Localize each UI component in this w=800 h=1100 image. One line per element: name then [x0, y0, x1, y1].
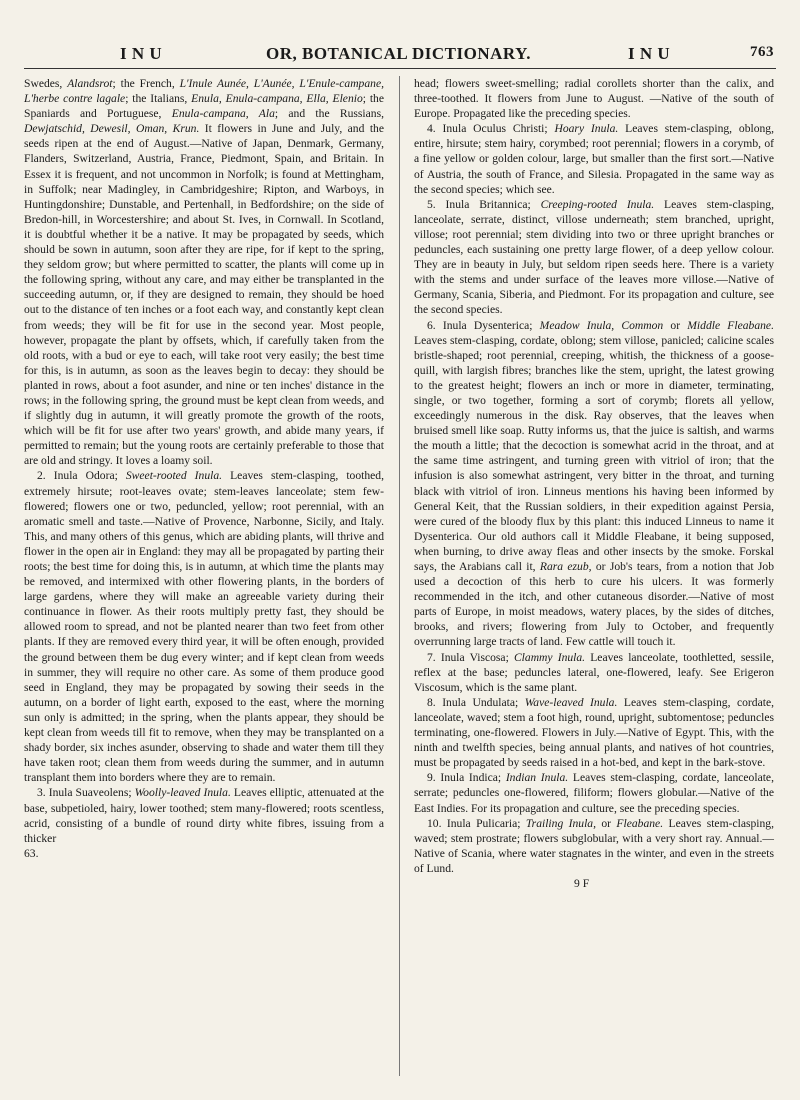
header-title: OR, BOTANICAL DICTIONARY.	[266, 44, 532, 63]
entry-inula-suaveolens: 3. Inula Suaveolens; Woolly-leaved Inula. Leaves elliptic, attenuated at the base, subpetioled, hairy, lower toothed; stem many-flowered; roots scentless, acrid, consisting of a bundle of round dirty white fibres, issuing from a thicker	[24, 786, 384, 845]
entry-inula-viscosa: 7. Inula Viscosa; Clammy Inula. Leaves lanceolate, toothletted, sessile, reflex at the base; peduncles lateral, one-flowered, leafy. See Erigeron Viscosum, which is the same plant.	[414, 650, 774, 694]
entry-inula-undulata: 8. Inula Undulata; Wave-leaved Inula. Leaves stem-clasping, cordate, lanceolate, waved; stem a foot high, round, upright, subtomentose; peduncles terminating, one-flowered. Flowers in July.—Native of Egypt. This, with the ninth and twelfth species, being annual plants, and natives of hot countries, must be propagated by seeds raised in a hot-bed, and kept in the bark-stove.	[414, 695, 774, 770]
header-rule	[24, 68, 776, 69]
signature-mark-right: 9 F	[574, 876, 590, 890]
header-left: I N U	[120, 44, 163, 63]
entry-continuation: Swedes, Alandsrot; the French, L'Inule Aunée, L'Aunée, L'Enule-campane, L'herbe contre lagale; the Italians, Enula, Enula-campana, Ella, Elenio; the Spaniards and Portuguese, Enula-campana, Ala; and the Russians, Dewjatschid, Dewesil, Oman, Krun. It flowers in June and July, and the seeds ripen at the end of August.—Native of Japan, Denmark, Germany, Flanders, Switzerland, Austria, France, Piedmont, Spain, and Britain. In Essex it is frequent, and not uncommon in Norfolk; is found at Mettingham, in Suffolk; near Madingley, in Cambridgeshire; Ripton, and Warboys, in Huntingdonshire; Dunstable, and Pertenhall, in Bedfordshire; on the side of Bredon-hill, in Worcestershire; and about St. Ives, in Cornwall. In Scotland, it is doubtful whether it be a native. It may be propagated by seeds, which should be sown in autumn, soon after they are ripe, for if kept to the spring, they seldom grow; but where permitted to scatter, the plants will come up in the following spring, without any care, and may either be transplanted in the succeeding autumn, or, if they are designed to remain, they should be hoed out to the distance of ten inches or a foot each way, and constantly kept clean from weeds; they will be fit for use in the second year. Most people, however, propagate the plant by offsets, which, if carefully taken from the old roots, with a bud or eye to each, will take root very easily; the best time for this, is in autumn, as soon as the leaves begin to decay: they should be planted in rows, about a foot asunder, and nine or ten inches' distance in the rows; in the following spring, the ground must be kept clean from weeds, and if slightly dug in autumn, it will greatly promote the growth of the roots, which will be fit for use after two years' growth, and abide many years, if permitted to remain; but the young roots are certainly preferable to those that are old and stringy. It loves a loamy soil.	[24, 77, 385, 468]
entry-inula-odora: 2. Inula Odora; Sweet-rooted Inula. Leaves stem-clasping, toothed, extremely hirsute; root-leaves ovate; stem-leaves lanceolate; stem few-flowered; flowers one or two, peduncled, yellow; root perennial, with an aromatic smell and taste.—Native of Provence, Narbonne, Sicily, and Italy. This, and many others of this genus, which are abiding plants, will thrive and flower in the open air in England: they may all be propagated by parting their roots; the best time for doing this, is in autumn, at which time the plants may be removed, and intermixed with other flowering plants, in the borders of large gardens, where they will make an agreeable variety during their continuance in flower. As their roots multiply pretty fast, they should be allowed room to spread, and not be planted nearer than two feet from other plants. If they are removed every third year, it will be often enough, provided the ground between them be dug every winter; and if kept clean from weeds in summer, they will require no other care. As some of them produce good seed in England, they may be propagated by sowing their seeds in the autumn, on a border of light earth, exposed to the east, where the morning sun only is admitted; in the spring, when the plants appear, they should be kept clean from weeds till fit to remove, when they may be transplanted on a shady border, six inches asunder, observing to shade and water them till they have taken root; clean them from weeds during the summer, and in autumn transplant them into borders where they are to remain.	[24, 469, 384, 785]
column-divider	[399, 76, 400, 1076]
entry-inula-britannica: 5. Inula Britannica; Creeping-rooted Inula. Leaves stem-clasping, lanceolate, serrate, distinct, villose underneath; stem branched, upright, villose; root perennial; stem dividing into two or three upright branches or peduncles, each sustaining one pretty large flower, of a deep yellow colour. They are in beauty in July, but seldom ripen seeds here. There is a variety with the stems and under surface of the leaves more villose.—Native of Germany, Scania, Siberia, and Piedmont. For its propagation and culture, see the second species.	[414, 197, 775, 317]
entry-continuation-right: head; flowers sweet-smelling; radial corollets shorter than the calix, and three-toothed. It flowers from June to August. —Native of the south of Europe. Propagated like the preceding species.	[414, 77, 774, 121]
running-header	[24, 44, 774, 68]
entry-inula-oculus-christi: 4. Inula Oculus Christi; Hoary Inula. Leaves stem-clasping, oblong, entire, hirsute; stem hairy, corymbed; root perennial; flowers in a corymb, of a fine yellow or golden colour, large, but smaller than the first sort.—Native of Austria, the south of France, and Silesia. Propagated in the same way as the second species; which see.	[414, 122, 774, 196]
entry-inula-dysenterica: 6. Inula Dysenterica; Meadow Inula, Common or Middle Fleabane. Leaves stem-clasping, cordate, oblong; stem villose, panicled; calicine scales bristle-shaped; root perennial, creeping, whitish, the thickness of a goose-quill, with largish fibres; branches like the stem, upright, the latest growing to the greatest height; flowers an inch or more in diameter, terminating, single, or two together, forming a sort of corymb; florets all yellow, exceedingly numerous in the disk. Ray observes, that the leaves when bruised smell like soap. Rutty informs us, that the juice is saltish, and warms the mouth a little; that the decoction is somewhat acrid in the throat, and at the same time astringent, and turning green with vitriol of iron; that the infusion is also somewhat astringent, very bitter in the throat, and turning black with vitriol of iron. Linneus mentions his having been informed by General Keit, that the Russian soldiers, in their expedition against Persia, were cured of the bloody flux by this plant: this induced Linneus to name it Dysenterica. Our old authors call it Middle Fleabane, it being supposed, when burning, to drive away fleas and other insects by the smoke. Forskal says, the Arabians call it, Rara ezub, or Job's tears, from a notion that Job used a decoction of this herb to cure his ulcers. It was formerly recommended in the itch, and other cutaneous disorder.—Native of most parts of Europe, in moist meadows, watery places, by the sides of ditches, brooks, and rivers; flowering from July to October, and frequently overrunning large tracts of land. Few cattle will touch it.	[414, 318, 774, 649]
right-column	[414, 76, 774, 891]
left-column	[24, 76, 384, 861]
header-right: I N U	[628, 44, 671, 63]
page-number: 763	[750, 44, 774, 60]
entry-inula-pulicaria: 10. Inula Pulicaria; Trailing Inula, or Fleabane. Leaves stem-clasping, waved; stem prostrate; flowers subglobular, with a very short ray. Annual.—Native of Scania, where water stagnates in the winter, and even in the streets of Lund.	[414, 816, 774, 875]
entry-inula-indica: 9. Inula Indica; Indian Inula. Leaves stem-clasping, cordate, lanceolate, serrate; peduncles one-flowered, filiform; flowers globular.—Native of the East Indies. For its propagation and culture, see the preceding species.	[414, 771, 774, 815]
signature-mark-left: 63.	[24, 846, 39, 860]
